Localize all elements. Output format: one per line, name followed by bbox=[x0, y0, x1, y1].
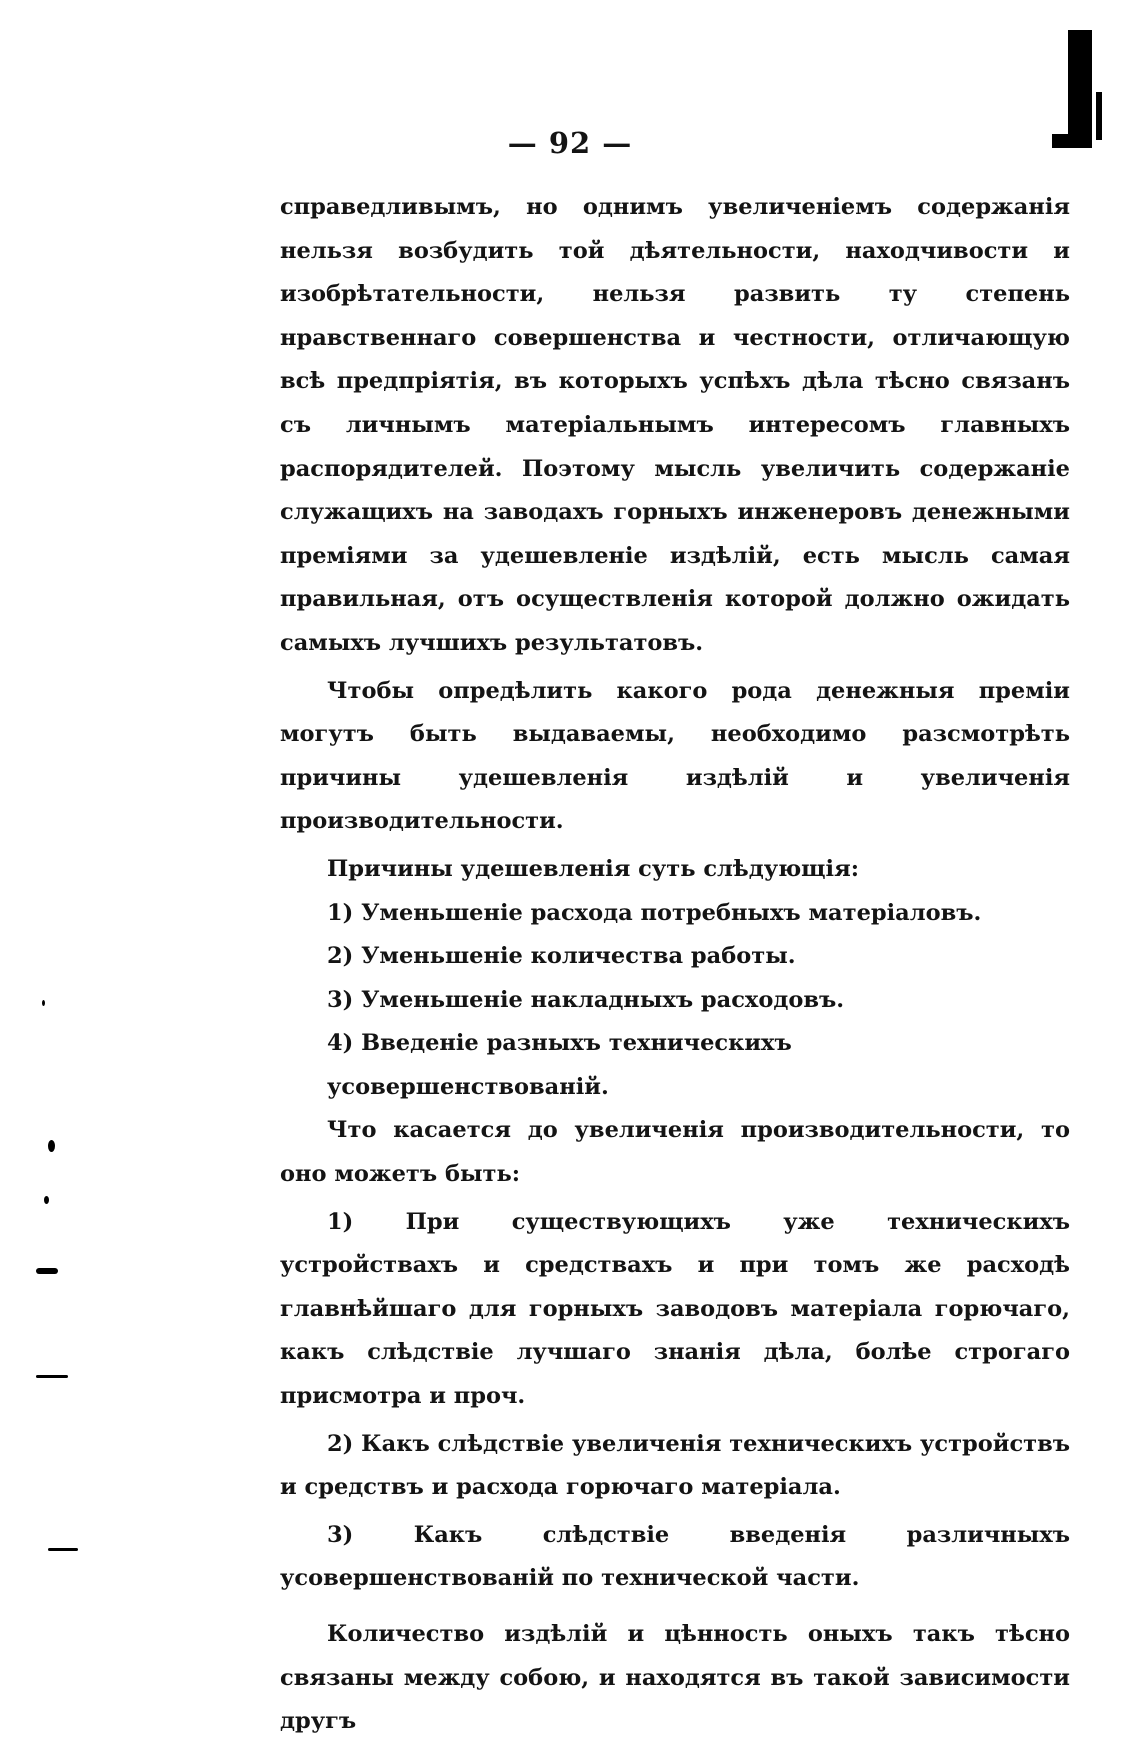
margin-speck bbox=[36, 1268, 58, 1274]
list-paragraph: 2) Какъ слѣдствіе увеличенія техническихъ устройствъ и средствъ и расхода горючаго матеріала. bbox=[280, 1430, 1070, 1501]
paragraph: Количество издѣлій и цѣнность оныхъ такъ тѣсно связаны между собою, и находятся въ такой зависимости другъ bbox=[280, 1621, 1070, 1735]
margin-speck bbox=[48, 1140, 55, 1152]
list-item: 2) Уменьшеніе количества работы. bbox=[327, 943, 796, 970]
paragraph-continuation: справедливымъ, но однимъ увеличеніемъ содержанія нельзя возбудить той дѣятельности, находчивости и изобрѣтательности, нельзя развить ту степень нравственнаго совершенства и честности, отличающую всѣ предпріятія, въ которыхъ успѣхъ дѣла тѣсно связанъ съ личнымъ матеріальнымъ интересомъ главныхъ распорядителей. Поэтому мысль увеличить содержаніе служащихъ на заводахъ горныхъ инженеровъ денежными преміями за удешевленіе издѣлій, есть мысль самая правильная, отъ осуществленія которой должно ожидать самыхъ лучшихъ результатовъ. bbox=[280, 194, 1070, 656]
paragraph: Что касается до увеличенія производительности, то оно можетъ быть: bbox=[280, 1117, 1070, 1188]
list-item: 3) Уменьшеніе накладныхъ расходовъ. bbox=[327, 986, 845, 1013]
margin-speck bbox=[42, 1000, 45, 1006]
margin-speck bbox=[44, 1196, 49, 1204]
list-paragraph: 1) При существующихъ уже техническихъ устройствахъ и средствахъ и при томъ же расходѣ главнѣйшаго для горныхъ заводовъ матеріала горючаго, какъ слѣдствіе лучшаго знанія дѣла, болѣе строгаго присмотра и проч. bbox=[280, 1208, 1070, 1410]
paragraph: Чтобы опредѣлить какого рода денежныя преміи могутъ быть выдаваемы, необходимо разсмотрѣть причины удешевленія издѣлій и увеличенія производительности. bbox=[280, 677, 1070, 835]
paragraph: Причины удешевленія суть слѣдующія: bbox=[327, 855, 860, 882]
list-item: 4) Введеніе разныхъ техническихъ усовершенствованій. bbox=[327, 1030, 792, 1100]
page-number: — 92 — bbox=[507, 126, 633, 160]
margin-speck bbox=[48, 1548, 78, 1551]
list-item: 1) Уменьшеніе расхода потребныхъ матеріаловъ. bbox=[327, 899, 982, 926]
page-body bbox=[280, 186, 1070, 1744]
margin-speck bbox=[36, 1375, 68, 1378]
list-paragraph: 3) Какъ слѣдствіе введенія различныхъ усовершенствованій по технической части. bbox=[280, 1521, 1070, 1592]
